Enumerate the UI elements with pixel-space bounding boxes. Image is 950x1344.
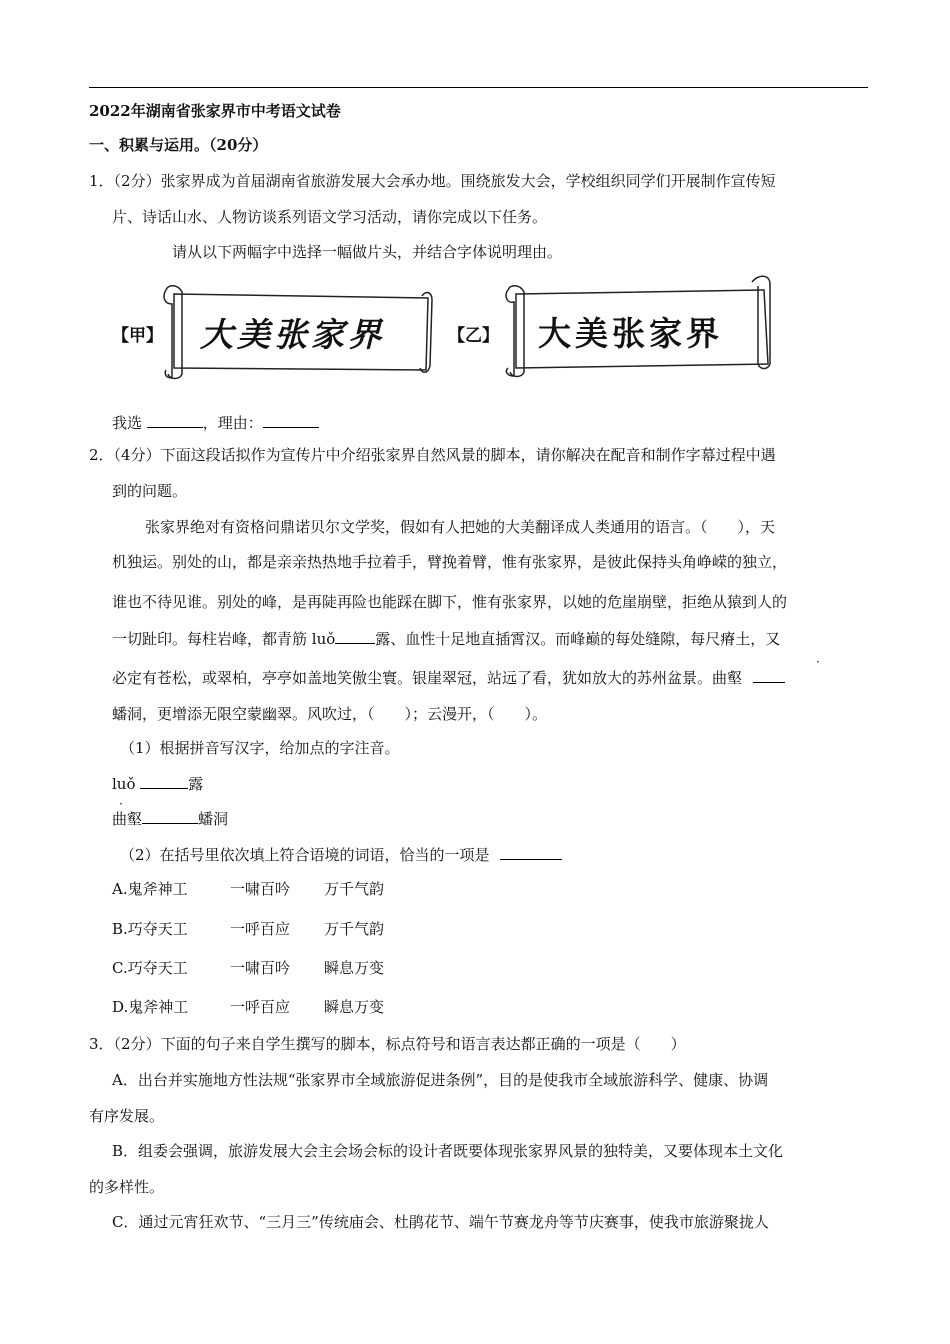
fill1-after: 露 (188, 775, 204, 793)
option-a-w1: A.鬼斧神工 (112, 880, 188, 898)
option-d-w2: 一呼百应 (230, 998, 291, 1016)
option-b-w1: B.巧夺天工 (112, 920, 188, 938)
q3-option-c-line1[interactable]: C．通过元宵狂欢节、“三月三”传统庙会、杜鹃花节、端午节赛龙舟等节庆赛事，使我市旅游聚拢人 (112, 1213, 769, 1231)
q2-sub1: （1）根据拼音写汉字，给加点的字注音。 (120, 739, 400, 757)
option-b-w2: 一呼百应 (230, 920, 291, 938)
passage-line-5-text: 必定有苍松，或翠柏，亭亭如盖地笑傲尘寰。银崖翠冠，站远了看，犹如放大的苏州盆景。曲壑 (112, 669, 743, 687)
option-c-w3: 瞬息万变 (324, 959, 385, 977)
q3-stem: 3．（2分）下面的句子来自学生撰写的脚本，标点符号和语言表达都正确的一项是（ ） (89, 1035, 686, 1053)
passage-line-4-start: 一切趾印。每柱岩峰，都青筋 (112, 630, 308, 648)
option-b[interactable] (112, 919, 385, 939)
passage-line-3: 谁也不待见谁。别处的峰，是再陡再险也能踩在脚下，惟有张家界，以她的危崖崩壁，拒绝从猿到人的 (112, 593, 788, 611)
q1-stem-line2: 片、诗话山水、人物访谈系列语文学习活动，请你完成以下任务。 (112, 208, 548, 226)
passage-line-2: 机独运。别处的山，都是亲亲热热地手拉着手，臂挽着臂，惟有张家界，是彼此保持头角峥嵘的独立， (112, 553, 788, 571)
q1-answer-mid: ，理由： (202, 414, 263, 432)
section-heading: 一、积累与运用。（20分） (89, 136, 268, 154)
q2-fill2 (112, 808, 228, 829)
fill2-blank[interactable] (142, 808, 198, 824)
q2-fill1 (112, 773, 203, 794)
q1-instruction: 请从以下两幅字中选择一幅做片头，并结合字体说明理由。 (172, 243, 563, 261)
passage-line-5 (112, 667, 785, 688)
passage-luo-blank[interactable] (335, 628, 375, 644)
q2-sub2 (120, 844, 562, 865)
emphasis-dot-fill2: · (119, 797, 123, 811)
passage-line-6: 蟠洞，更增添无限空蒙幽翠。风吹过，（ ）；云漫开，（ ）。 (112, 705, 548, 723)
scroll-yi-text: 大美张家界 (538, 314, 723, 353)
passage-he-blank[interactable] (753, 667, 785, 683)
option-c-w1: C.巧夺天工 (112, 959, 188, 977)
q3-option-b-line1[interactable]: B．组委会强调，旅游发展大会主会场会标的设计者既要体现张家界风景的独特美，又要体现本土文化 (112, 1142, 784, 1160)
option-b-w3: 万千气韵 (324, 920, 385, 938)
option-a-w2: 一啸百吟 (230, 880, 291, 898)
option-a[interactable] (112, 879, 385, 899)
q1-answer-line (112, 412, 319, 433)
q2-stem-line1: 2．（4分）下面这段话拟作为宣传片中介绍张家界自然风景的脚本，请你解决在配音和制作字幕过程中遇 (89, 446, 776, 464)
q2-sub2-blank[interactable] (500, 844, 562, 860)
q3-option-b-line2: 的多样性。 (89, 1178, 165, 1196)
option-d-w1: D.鬼斧神工 (112, 998, 189, 1016)
q3-option-a-line2: 有序发展。 (89, 1107, 165, 1125)
header-rule (89, 87, 868, 88)
option-c[interactable] (112, 958, 385, 978)
option-d[interactable] (112, 997, 385, 1017)
q1-reason-blank[interactable] (263, 412, 319, 428)
q3-option-a-line1[interactable]: A．出台并实施地方性法规“张家界市全域旅游促进条例”，目的是使我市全域旅游科学、健康、协调 (112, 1071, 769, 1089)
fill2-before: 曲壑 (112, 810, 143, 828)
option-c-w2: 一啸百吟 (230, 959, 291, 977)
passage-line-4 (112, 628, 780, 649)
q1-stem-line1: 1．（2分）张家界成为首届湖南省旅游发展大会承办地。围绕旅发大会，学校组织同学们开展制作宣传短 (89, 172, 776, 190)
q2-sub2-text: （2）在括号里依次填上符合语境的词语，恰当的一项是 (120, 846, 490, 864)
passage-line-4-rest: 露、血性十足地直插霄汉。而峰巅的每处缝隙，每尺瘠土，又 (375, 630, 781, 648)
emphasis-dot-he: · (816, 655, 820, 669)
scroll-jia-text: 大美张家界 (200, 315, 385, 354)
fill2-after: 蟠洞 (198, 810, 229, 828)
passage-line-1: 张家界绝对有资格问鼎诺贝尔文学奖，假如有人把她的大美翻译成人类通用的语言。（ ），天 (145, 518, 776, 536)
exam-title: 2022年湖南省张家界市中考语文试卷 (89, 102, 341, 120)
fill1-blank[interactable] (140, 773, 188, 789)
fill1-pinyin: luǒ (112, 775, 136, 793)
label-jia: 【甲】 (112, 326, 163, 346)
option-d-w3: 瞬息万变 (324, 998, 385, 1016)
q1-choice-blank[interactable] (147, 412, 203, 428)
passage-pinyin-luo: luǒ (311, 630, 336, 648)
q2-stem-line2: 到的问题。 (112, 482, 188, 500)
option-a-w3: 万千气韵 (324, 880, 385, 898)
label-yi: 【乙】 (448, 326, 499, 346)
q1-answer-prefix: 我选 (112, 414, 143, 432)
